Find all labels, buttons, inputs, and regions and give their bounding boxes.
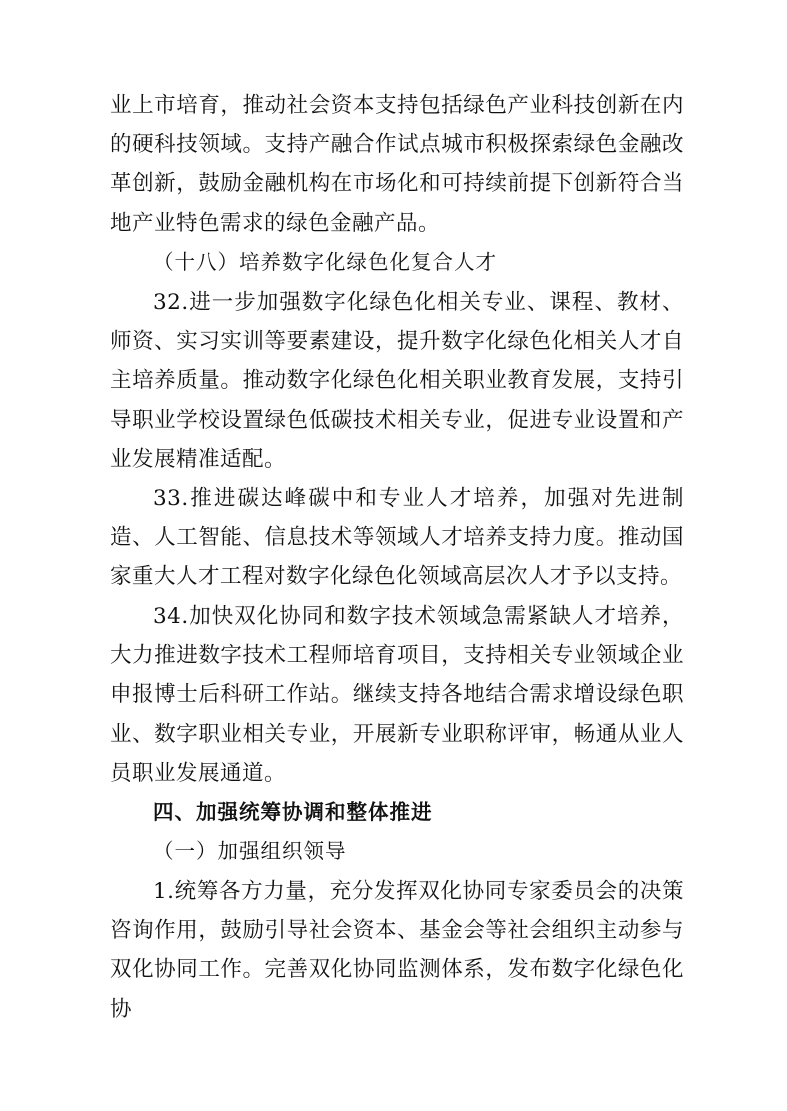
paragraph-green-finance: 业上市培育，推动社会资本支持包括绿色产业科技创新在内的硬科技领域。支持产融合作试点城市积极探索绿色金融改革创新，鼓励金融机构在市场化和可持续前提下创新符合当地产业特色需求的绿色金融产品。 xyxy=(110,93,684,236)
paragraph-item-32: 32.进一步加强数字化绿色化相关专业、课程、教材、师资、实习实训等要素建设，提升数字化绿色化相关人才自主培养质量。推动数字化绿色化相关职业教育发展，支持引导职业学校设置绿色低碳技术相关专业，促进专业设置和产业发展精准适配。 xyxy=(110,290,684,472)
paragraph-item-34: 34.加快双化协同和数字技术领域急需紧缺人才培养，大力推进数字技术工程师培育项目，支持相关专业领域企业申报博士后科研工作站。继续支持各地结合需求增设绿色职业、数字职业相关专业，开展新专业职称评审，畅通从业人员职业发展通道。 xyxy=(110,604,684,786)
section-heading-18: （十八）培养数字化绿色化复合人才 xyxy=(153,250,497,274)
chapter-heading-4: 四、加强统筹协调和整体推进 xyxy=(153,800,433,824)
paragraph-item-1: 1.统筹各方力量，充分发挥双化协同专家委员会的决策咨询作用，鼓励引导社会资本、基金会等社会组织主动参与双化协同工作。完善双化协同监测体系，发布数字化绿色化协 xyxy=(110,879,684,1022)
paragraph-item-33: 33.推进碳达峰碳中和专业人才培养，加强对先进制造、人工智能、信息技术等领域人才培养支持力度。推动国家重大人才工程对数字化绿色化领域高层次人才予以支持。 xyxy=(110,486,684,590)
section-heading-1: （一）加强组织领导 xyxy=(153,839,347,863)
